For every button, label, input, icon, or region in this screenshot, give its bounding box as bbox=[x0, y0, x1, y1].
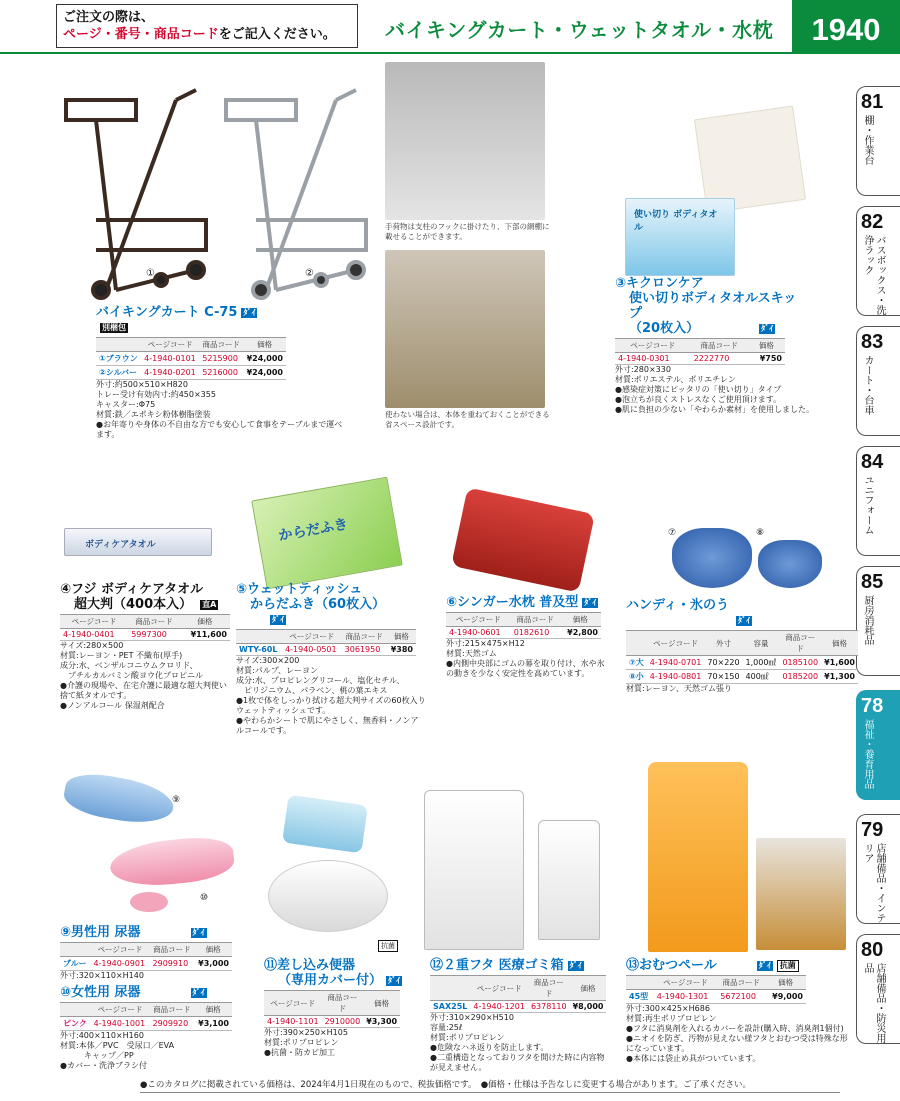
delivery-badge: ﾀﾞｲ bbox=[243, 307, 256, 317]
th-item-code: 商品コード bbox=[199, 338, 243, 352]
diaper-spec: ●本体には袋止め具がついています。 bbox=[626, 1054, 761, 1063]
delivery-badge: ﾀﾞｲ bbox=[761, 323, 774, 333]
diaper-spec: 材質:再生ポリプロピレン bbox=[626, 1014, 717, 1023]
table-row: ブルー 4-1940-0901 2909910 ¥3,000 bbox=[60, 957, 232, 971]
bedpan-block bbox=[264, 958, 434, 1058]
tab-number: 85 bbox=[861, 571, 884, 593]
th-price: 価格 bbox=[243, 338, 286, 352]
pillow-num: ⑥ bbox=[446, 595, 458, 610]
tab-number: 81 bbox=[861, 91, 884, 113]
towel-spec: ●泡立ちが良くストレスなくご使用頂けます。 bbox=[615, 395, 782, 404]
pillow-price-table: ページコード 商品コード 価格 4-1940-0601 0182610 ¥2,800 bbox=[446, 612, 601, 639]
wet-spec: ピリジニウム、パラベン、桃の葉エキス bbox=[236, 686, 388, 695]
fuji-package: ボディケアタオル bbox=[64, 528, 212, 556]
bedpan-name-2: （専用カバー付） bbox=[278, 973, 383, 988]
order-line2-rest: をご記入ください。 bbox=[218, 27, 336, 42]
tab-label: カート・台車 bbox=[862, 355, 873, 415]
diaper-num: ⑬ bbox=[626, 958, 640, 973]
wet-num: ⑤ bbox=[236, 582, 248, 597]
th-page-code: ページコード bbox=[141, 338, 199, 352]
towel-spec: 材質:ポリエステル、ポリエチレン bbox=[615, 375, 736, 384]
urinal-f-num: ⑩ bbox=[60, 985, 72, 1000]
trash-spec: ●危険なハネ返りを防止します。 bbox=[430, 1043, 549, 1052]
tab-number: 83 bbox=[861, 331, 884, 353]
bedpan-num: ⑪ bbox=[264, 958, 278, 973]
page-number: 1940 bbox=[792, 0, 900, 52]
tab-label: 福祉・養育用品 bbox=[862, 719, 873, 789]
fuji-name-2: 超大判（400本入） bbox=[74, 597, 193, 612]
fuji-spec: プチルカルバミン酸ヨウ化プロピニル bbox=[60, 671, 204, 680]
wet-spec: ●1枚で体をしっかり拭ける超大判サイズの60枚入りウェットティッシュです。 bbox=[236, 696, 426, 715]
cart-illustration bbox=[56, 80, 376, 305]
urinal-m-spec: 外寸:320×110×H140 bbox=[60, 971, 144, 980]
urinal-f-spec: 外寸:400×110×H160 bbox=[60, 1031, 144, 1040]
diaper-pail-use-photo bbox=[756, 838, 846, 950]
order-line2-highlight: ページ・番号・商品コード bbox=[63, 27, 219, 42]
cart-silver bbox=[226, 90, 366, 298]
table-row: SAX25L 4-1940-1201 6378110 ¥8,000 bbox=[430, 1001, 606, 1013]
table-row: 4-1940-0401 5997300 ¥11,600 bbox=[60, 629, 230, 641]
table-row: 4-1940-1101 2910000 ¥3,300 bbox=[264, 1016, 400, 1028]
tab-81[interactable] bbox=[856, 86, 900, 196]
urinal-f-block bbox=[60, 985, 232, 1071]
tab-83[interactable] bbox=[856, 326, 900, 436]
cart-block bbox=[96, 305, 343, 440]
trash-block bbox=[430, 958, 606, 1073]
tab-78[interactable] bbox=[856, 690, 900, 800]
tab-80[interactable] bbox=[856, 934, 900, 1044]
cart-price-table bbox=[96, 337, 286, 380]
ice-spec: 材質:レーヨン、天然ゴム張り bbox=[626, 684, 733, 693]
antibacterial-badge: 抗菌 bbox=[378, 940, 398, 952]
tab-number: 82 bbox=[861, 211, 884, 233]
table-row: ⑧小 4-1940-0801 70×150 400㎖ 0185200 ¥1,300 bbox=[626, 670, 858, 684]
urinal-f-spec: キャップ／PP bbox=[60, 1051, 134, 1060]
tab-label: 棚・作業台 bbox=[862, 115, 873, 165]
delivery-badge: ﾀﾞｲ bbox=[192, 927, 205, 937]
urinal-f-photo-label: ⑩ bbox=[200, 893, 209, 903]
delivery-badge: ﾀﾞｲ bbox=[584, 597, 597, 607]
table-row: ピンク 4-1940-1001 2909920 ¥3,100 bbox=[60, 1017, 232, 1031]
delivery-badge: ﾀﾞｲ bbox=[272, 614, 284, 624]
trash-spec: 容量:25ℓ bbox=[430, 1023, 463, 1032]
bedpan-price-table: ページコード 商品コード 価格 4-1940-1101 2910000 ¥3,300 bbox=[264, 990, 400, 1028]
fuji-spec: ●ノンアルコール 保湿剤配合 bbox=[60, 701, 165, 710]
wet-spec: ●やわらかシートで肌にやさしく、無香料・ノンアルコールです。 bbox=[236, 716, 419, 735]
separate-pack-badge: 別梱包 bbox=[102, 322, 126, 332]
urinal-m-block bbox=[60, 925, 232, 981]
wet-name-1: ウェットティッシュ bbox=[247, 582, 363, 597]
delivery-badge: ﾀﾞｲ bbox=[192, 987, 205, 997]
fuji-num: ④ bbox=[60, 582, 72, 597]
delivery-badge: ﾀﾞｲ bbox=[758, 960, 771, 970]
towel-name-3: （20枚入） bbox=[629, 321, 700, 336]
trash-spec: ●二重構造となっておりフタを開けた時に内容物が見えません。 bbox=[430, 1053, 605, 1072]
table-row: ①ブラウン 4-1940-0101 5215900 ¥24,000 bbox=[96, 352, 286, 366]
urinal-m-name: 男性用 尿器 bbox=[71, 925, 141, 940]
trash-price-table: ページコード 商品コード 価格 SAX25L 4-1940-1201 6378110 ¥8,000 bbox=[430, 975, 606, 1013]
cart-photo-caption-2: 使わない場合は、本体を重ねておくことができる省スペース設計です。 bbox=[385, 410, 550, 429]
tab-number: 78 bbox=[861, 695, 884, 717]
wet-spec: サイズ:300×200 bbox=[236, 656, 300, 665]
pillow-block bbox=[446, 595, 606, 679]
fuji-spec: サイズ:280×500 bbox=[60, 641, 124, 650]
tab-84[interactable] bbox=[856, 446, 900, 556]
table-row: 4-1940-0601 0182610 ¥2,800 bbox=[446, 627, 601, 639]
fuji-price-table: ページコード 商品コード 価格 4-1940-0401 5997300 ¥11,600 bbox=[60, 614, 230, 641]
trash-name: ２重フタ 医療ゴミ箱 bbox=[443, 958, 564, 973]
cart-spec-2: キャスター:Φ75 bbox=[96, 400, 156, 409]
tab-79[interactable] bbox=[856, 814, 900, 924]
tab-85[interactable] bbox=[856, 566, 900, 676]
table-row: WTY-60L 4-1940-0501 3061950 ¥380 bbox=[236, 644, 416, 656]
cart-spec-1: トレー受け有効内寸:約450×355 bbox=[96, 390, 216, 399]
diaper-spec: ●ニオイを防ぎ、汚物が見えない様フタとおむつ受は特殊な形になっています。 bbox=[626, 1034, 848, 1053]
water-pillow-photo bbox=[451, 487, 595, 592]
urinal-f-spec: 材質:本体／PVC 受尿口／EVA bbox=[60, 1041, 175, 1050]
diaper-pail-photo bbox=[648, 762, 748, 952]
urinal-f-spec: ●カバー・洗浄ブラシ付 bbox=[60, 1061, 147, 1070]
diaper-spec: 外寸:300×425×H686 bbox=[626, 1004, 710, 1013]
ice-price-table: ページコード 外寸 容量 商品コード 価格 ⑦大 4-1940-0701 70×220 1,000㎖ 0185100 ¥1,600 ⑧小 4-1940-0801 70×150 400㎖ 0185200 ¥1,300 bbox=[626, 630, 858, 684]
wet-price-table: ページコード 商品コード 価格 WTY-60L 4-1940-0501 3061950 ¥380 bbox=[236, 629, 416, 656]
diaper-price-table: ページコード 商品コード 価格 45型 4-1940-1301 5672100 ¥9,000 bbox=[626, 975, 806, 1004]
delivery-badge: ﾀﾞｲ bbox=[388, 975, 401, 985]
order-instructions bbox=[56, 4, 358, 48]
towel-skip-block bbox=[615, 276, 814, 415]
pillow-spec: ●内側中央部にゴムの幕を取り付け、水や氷の動きを少なく安定性を高めています。 bbox=[446, 659, 605, 678]
bedpan-photo bbox=[268, 860, 388, 932]
towel-spec: ●感染症対策にピッタリの「使い切り」タイプ bbox=[615, 385, 782, 394]
cart-stacked-photo bbox=[385, 250, 545, 408]
cart-spec-0: 外寸:約500×510×H820 bbox=[96, 380, 188, 389]
female-urinal-photo bbox=[108, 834, 236, 891]
diaper-block bbox=[626, 958, 851, 1064]
wet-spec: 成分:水、プロピレングリコール、塩化セチル、 bbox=[236, 676, 405, 685]
delivery-badge: ﾀﾞｲ bbox=[738, 615, 750, 625]
table-row: 45型 4-1940-1301 5672100 ¥9,000 bbox=[626, 990, 806, 1004]
towel-spec: 外寸:280×330 bbox=[615, 365, 671, 374]
ice-name: ハンディ・氷のう bbox=[626, 598, 729, 613]
bedpan-cover-photo bbox=[282, 795, 368, 854]
fuji-spec: 成分:水、ベンザルコニウムクロリド、 bbox=[60, 661, 198, 670]
towel-name-1: キクロンケア bbox=[626, 276, 704, 291]
male-urinal-photo bbox=[61, 769, 177, 829]
direct-badge: 直A bbox=[202, 599, 217, 609]
header-rule bbox=[0, 52, 900, 54]
cart-label-1: ① bbox=[146, 268, 155, 279]
wet-spec: 材質:パルプ、レーヨン bbox=[236, 666, 319, 675]
bedpan-name-1: 差し込み便器 bbox=[277, 958, 356, 973]
tab-label: 厨房消耗品 bbox=[862, 595, 873, 645]
cart-label-2: ② bbox=[305, 268, 314, 279]
bedpan-spec: ●抗菌・防カビ加工 bbox=[264, 1048, 335, 1057]
trash-num: ⑫ bbox=[430, 958, 444, 973]
wet-block bbox=[236, 582, 426, 736]
fuji-spec: 材質:レーヨン・PET 不織布(厚手) bbox=[60, 651, 183, 660]
wet-name-2: からだふき（60枚入） bbox=[250, 597, 386, 612]
pillow-name: シンガー水枕 普及型 bbox=[457, 595, 579, 610]
towel-price-table: ページコード 商品コード 価格 4-1940-0301 2222770 ¥750 bbox=[615, 338, 785, 365]
urinal-m-price-table: ページコード 商品コード 価格 ブルー 4-1940-0901 2909910 ¥3,000 bbox=[60, 942, 232, 971]
table-row: ⑦大 4-1940-0701 70×220 1,000㎖ 0185100 ¥1,600 bbox=[626, 656, 858, 670]
pillow-spec: 材質:天然ゴム bbox=[446, 649, 497, 658]
tab-82[interactable] bbox=[856, 206, 900, 316]
order-line1: ご注文の際は、 bbox=[63, 10, 155, 25]
ice-label-7: ⑦ bbox=[668, 528, 677, 538]
urinal-f-name: 女性用 尿器 bbox=[71, 985, 141, 1000]
antibacterial-badge: 抗菌 bbox=[777, 960, 799, 972]
tab-label: バスボックス・洗浄ラック bbox=[862, 235, 885, 315]
category-title: バイキングカート・ウェットタオル・水枕 bbox=[385, 18, 774, 42]
diaper-spec: ●フタに消臭剤を入れるカバーを設計(購入時、消臭剤1個付) bbox=[626, 1024, 844, 1033]
tab-number: 79 bbox=[861, 819, 884, 841]
diaper-name: おむつペール bbox=[639, 958, 717, 973]
wet-tissue-package: からだふき bbox=[251, 477, 403, 590]
table-row: ②シルバー 4-1940-0201 5216000 ¥24,000 bbox=[96, 366, 286, 380]
trash-small-photo bbox=[538, 820, 600, 940]
cart-name: バイキングカート C-75 bbox=[96, 305, 238, 320]
cart-spec-4: ●お年寄りや身体の不自由な方でも安心して食事をテーブルまで運べます。 bbox=[96, 420, 343, 439]
footer-note: ●このカタログに掲載されている価格は、2024年4月1日現在のもので、税抜価格です。 ●価格・仕様は予告なしに変更する場合があります。ご了承ください。 bbox=[140, 1080, 752, 1090]
fuji-name-1: フジ ボディケアタオル bbox=[71, 582, 204, 597]
fuji-block bbox=[60, 582, 230, 711]
fuji-spec: ●介護の現場や、在宅介護に最適な超大判使い捨て紙タオルです。 bbox=[60, 681, 227, 700]
delivery-badge: ﾀﾞｲ bbox=[569, 960, 582, 970]
cart-spec-3: 材質:鉄／エポキシ粉体樹脂塗装 bbox=[96, 410, 211, 419]
pillow-spec: 外寸:215×475×H12 bbox=[446, 639, 525, 648]
tab-label: 店舗備品・インテリア bbox=[862, 843, 885, 923]
urinal-m-photo-label: ⑨ bbox=[172, 795, 181, 805]
bedpan-spec: 材質:ポリプロピレン bbox=[264, 1038, 339, 1047]
tab-number: 84 bbox=[861, 451, 884, 473]
trash-large-photo bbox=[424, 790, 524, 950]
towel-name-2: 使い切りボディタオルスキップ bbox=[629, 291, 797, 321]
cart-photo-caption-1: 手荷物は支柱のフックに掛けたり、下部の網棚に載せることができます。 bbox=[385, 222, 550, 241]
cart-hook-photo bbox=[385, 62, 545, 220]
ice-block bbox=[626, 598, 855, 694]
tab-label: ユニフォーム bbox=[862, 475, 873, 535]
tab-number: 80 bbox=[861, 939, 884, 961]
ice-bag-large-photo bbox=[672, 528, 752, 588]
trash-spec: 材質:ポリプロピレン bbox=[430, 1033, 505, 1042]
trash-spec: 外寸:310×290×H510 bbox=[430, 1013, 514, 1022]
urinal-f-price-table: ページコード 商品コード 価格 ピンク 4-1940-1001 2909920 ¥3,100 bbox=[60, 1002, 232, 1031]
towel-spec: ●肌に負担の少ない「やわらか素材」を使用しました。 bbox=[615, 405, 814, 414]
towel-num: ③ bbox=[615, 276, 627, 291]
tab-label: 店舗備品・防災用品 bbox=[862, 963, 885, 1043]
towel-package: 使い切り ボディタオル bbox=[625, 198, 735, 276]
urinal-m-num: ⑨ bbox=[60, 925, 72, 940]
table-row: 4-1940-0301 2222770 ¥750 bbox=[615, 353, 785, 365]
footer-rule bbox=[140, 1092, 840, 1093]
bedpan-spec: 外寸:390×250×H105 bbox=[264, 1028, 348, 1037]
cart-brown bbox=[66, 90, 206, 298]
urinal-cap-photo bbox=[130, 892, 168, 912]
ice-bag-small-photo bbox=[758, 540, 822, 588]
ice-label-8: ⑧ bbox=[756, 528, 765, 538]
